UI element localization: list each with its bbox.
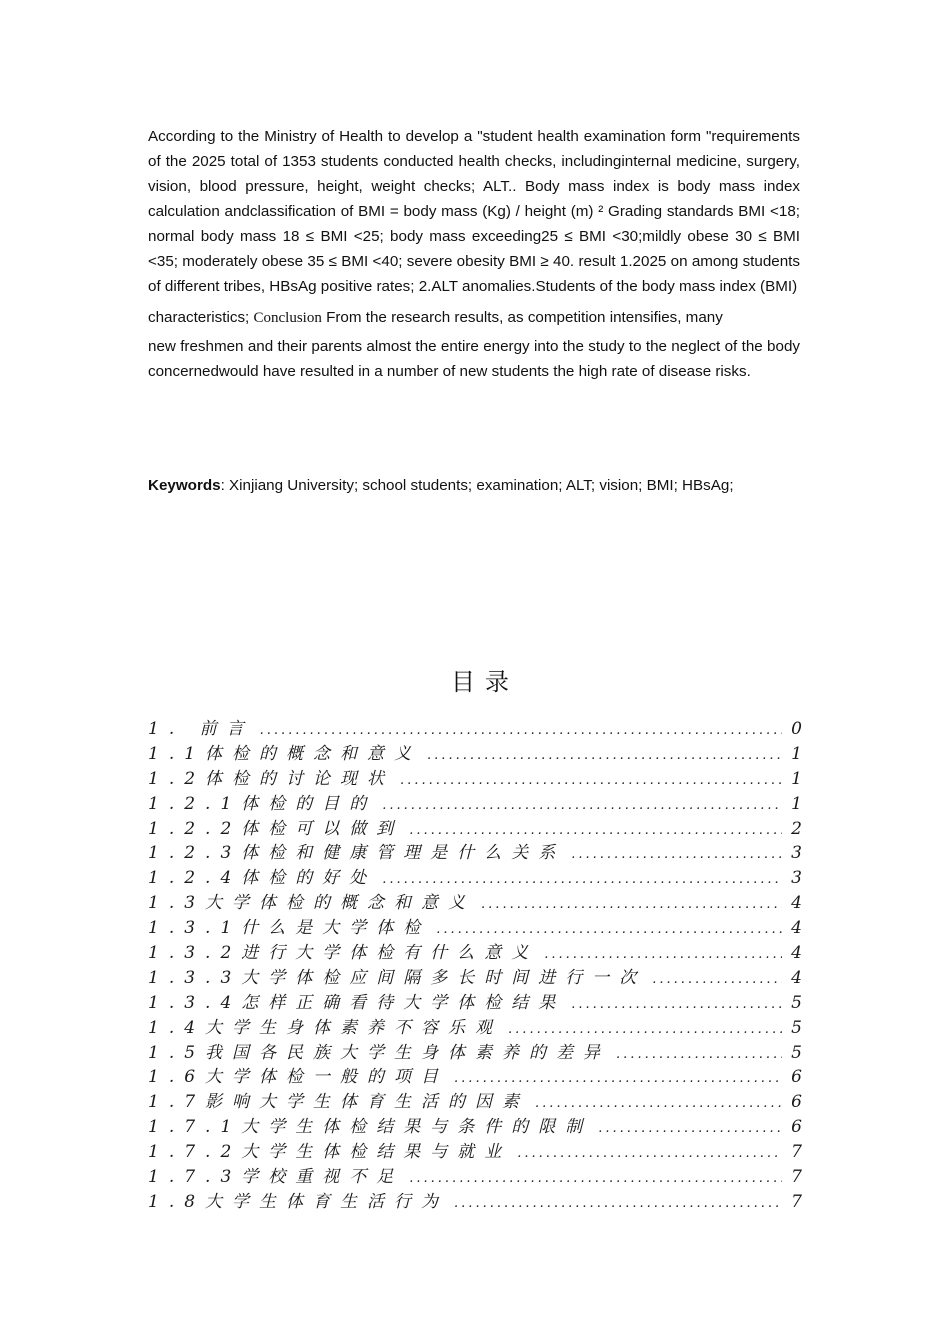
toc-entry[interactable] xyxy=(148,1137,802,1162)
conclusion-label: Conclusion xyxy=(253,310,322,326)
table-of-contents xyxy=(148,714,802,1212)
keywords-line xyxy=(148,473,808,498)
toc-entry-label: 1.7.2大学生体检结果与就业 xyxy=(148,1142,512,1163)
toc-entry-page-number: 7 xyxy=(791,1191,802,1212)
toc-entry-label: 1.8大学生体育生活行为 xyxy=(148,1191,449,1212)
toc-entry-page-number: 6 xyxy=(791,1067,802,1088)
toc-entry-page-number: 4 xyxy=(791,918,802,939)
toc-entry-page-number: 4 xyxy=(791,893,802,914)
toc-entry-page-number: 3 xyxy=(791,843,802,864)
toc-entry[interactable] xyxy=(148,1187,802,1212)
abstract-conclusion-paragraph xyxy=(148,305,800,331)
toc-entry-page-number: 6 xyxy=(791,1092,802,1113)
toc-dot-leader xyxy=(260,723,782,738)
toc-entry[interactable] xyxy=(148,988,802,1013)
toc-entry[interactable] xyxy=(148,1162,802,1187)
toc-entry[interactable] xyxy=(148,764,802,789)
toc-title: 目录 xyxy=(451,668,519,696)
toc-dot-leader xyxy=(652,972,782,987)
abstract-characteristics-text: characteristics; xyxy=(148,309,250,326)
abstract-conclusion-text: From the research results, as competition intensifies, many xyxy=(326,309,723,326)
keywords-text: : Xinjiang University; school students; examination; ALT; vision; BMI; HBsAg; xyxy=(220,477,734,494)
toc-entry-label: 1.3.3大学体检应间隔多长时间进行一次 xyxy=(148,967,647,988)
toc-dot-leader xyxy=(571,997,782,1012)
toc-dot-leader xyxy=(598,1121,782,1136)
toc-entry-label: 1.2.4体检的好处 xyxy=(148,868,377,889)
toc-entry[interactable] xyxy=(148,789,802,814)
toc-dot-leader xyxy=(517,1146,782,1161)
toc-entry-label: 1.3.2进行大学体检有什么意义 xyxy=(148,943,539,963)
toc-entry-label: 1.4大学生身体素养不容乐观 xyxy=(148,1017,503,1038)
toc-dot-leader xyxy=(400,773,782,788)
toc-entry-page-number: 6 xyxy=(791,1117,802,1138)
toc-entry-page-number: 7 xyxy=(791,1167,802,1187)
toc-entry[interactable] xyxy=(148,838,802,863)
toc-entry-label: 1.2.1体检的目的 xyxy=(148,793,377,814)
toc-entry-page-number: 5 xyxy=(791,1017,802,1038)
toc-entry-label: 1.5我国各民族大学生身体素养的差异 xyxy=(148,1042,611,1063)
toc-entry-page-number: 1 xyxy=(791,793,802,814)
toc-dot-leader xyxy=(481,897,782,912)
toc-entry-page-number: 0 xyxy=(791,719,802,739)
toc-entry[interactable] xyxy=(148,1013,802,1038)
toc-entry[interactable] xyxy=(148,739,802,764)
toc-dot-leader xyxy=(427,748,782,763)
toc-dot-leader xyxy=(508,1022,782,1037)
toc-entry[interactable] xyxy=(148,1038,802,1063)
toc-entry[interactable] xyxy=(148,1062,802,1087)
toc-dot-leader xyxy=(382,872,782,887)
abstract-paragraph: According to the Ministry of Health to develop a "student health examination form "requirements of the 2025 total of 1353 students conducted health checks, includinginternal medicine, surgery, vision, blood pressure, height, weight checks; ALT.. Body mass index is body mass index calculation andclassification of BMI = body mass (Kg) / height (m) ² Grading standards BMI <18; normal body mass 18 ≤ BMI <25; body mass exceeding25 ≤ BMI <30;mildly obese 30 ≤ BMI <35; moderately obese 35 ≤ BMI <40; severe obesity BMI ≥ 40. result 1.2025 on among students of different tribes, HBsAg positive rates; 2.ALT anomalies.Students of the body mass index (BMI) xyxy=(148,128,800,295)
toc-entry-label: 1. 前言 xyxy=(148,719,254,739)
toc-entry-label: 1.3大学体检的概念和意义 xyxy=(148,893,476,914)
toc-dot-leader xyxy=(571,847,782,862)
toc-entry-label: 1.3.4怎样正确看待大学体检结果 xyxy=(148,992,566,1013)
toc-entry-label: 1.6大学体检一般的项目 xyxy=(148,1067,449,1088)
abstract-closing-paragraph: new freshmen and their parents almost the entire energy into the study to the neglect of the body concernedwould have resulted in a number of new students the high rate of disease risks. xyxy=(148,338,800,380)
keywords-label: Keywords xyxy=(148,477,221,494)
toc-entry[interactable] xyxy=(148,1112,802,1137)
toc-entry[interactable] xyxy=(148,913,802,938)
toc-entry-label: 1.7影响大学生体育生活的因素 xyxy=(148,1092,530,1113)
toc-entry-page-number: 1 xyxy=(791,768,802,789)
toc-entry-label: 1.2体检的讨论现状 xyxy=(148,768,395,789)
toc-entry-page-number: 5 xyxy=(791,992,802,1013)
toc-entry-page-number: 7 xyxy=(791,1142,802,1163)
abstract-section xyxy=(148,124,800,384)
toc-entry[interactable] xyxy=(148,888,802,913)
toc-entry-label: 1.1体检的概念和意义 xyxy=(148,743,422,764)
toc-entry[interactable] xyxy=(148,863,802,888)
toc-entry-label: 1.7.1大学生体检结果与条件的限制 xyxy=(148,1117,593,1138)
toc-dot-leader xyxy=(382,798,782,813)
toc-entry-page-number: 3 xyxy=(791,868,802,889)
toc-dot-leader xyxy=(409,1171,782,1186)
toc-dot-leader xyxy=(454,1071,782,1086)
toc-dot-leader xyxy=(454,1196,782,1211)
toc-entry-page-number: 1 xyxy=(791,743,802,764)
toc-entry-page-number: 4 xyxy=(791,967,802,988)
toc-entry-label: 1.2.2体检可以做到 xyxy=(148,818,404,839)
toc-dot-leader xyxy=(535,1096,782,1111)
toc-dot-leader xyxy=(616,1047,782,1062)
toc-dot-leader xyxy=(409,823,782,838)
toc-entry-label: 1.3.1什么是大学体检 xyxy=(148,918,431,939)
toc-entry[interactable] xyxy=(148,714,802,739)
toc-entry-page-number: 2 xyxy=(791,818,802,839)
toc-entry[interactable] xyxy=(148,1087,802,1112)
toc-entry-page-number: 5 xyxy=(791,1042,802,1063)
toc-dot-leader xyxy=(436,922,782,937)
toc-entry-label: 1.7.3学校重视不足 xyxy=(148,1167,404,1187)
toc-dot-leader xyxy=(544,947,782,962)
toc-entry[interactable] xyxy=(148,963,802,988)
toc-entry[interactable] xyxy=(148,938,802,963)
toc-entry-label: 1.2.3体检和健康管理是什么关系 xyxy=(148,843,566,864)
toc-entry[interactable] xyxy=(148,814,802,839)
toc-entry-page-number: 4 xyxy=(791,943,802,963)
